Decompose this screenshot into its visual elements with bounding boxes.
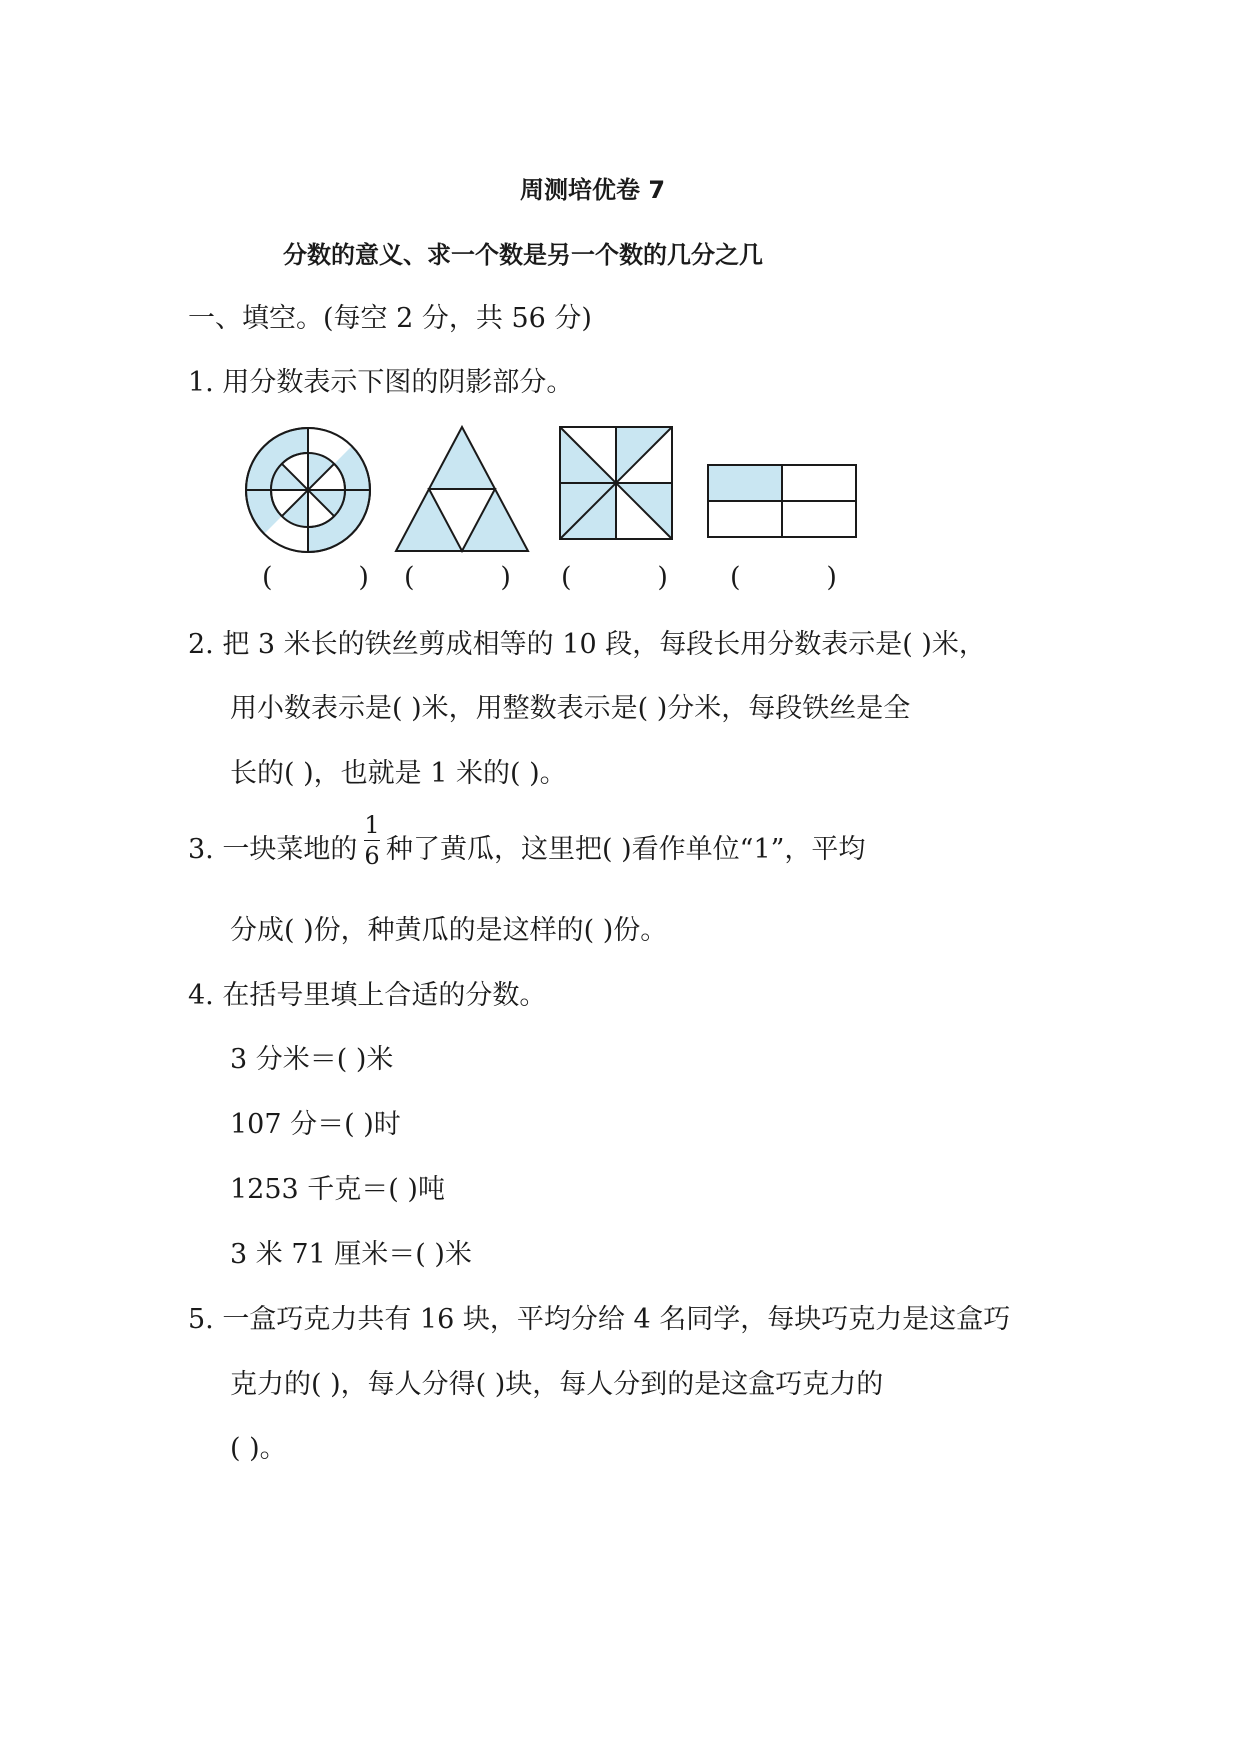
answer-blank-3[interactable]: ( ) [561, 562, 668, 593]
answer-blank-4[interactable]: ( ) [730, 562, 837, 593]
question-5-line-2: 克力的( )，每人分得( )块，每人分到的是这盒巧克力的 [230, 1369, 884, 1400]
page-subtitle: 分数的意义、求一个数是另一个数的几分之几 [283, 241, 763, 269]
answer-blank-1[interactable]: ( ) [262, 562, 369, 593]
fraction-denominator: 6 [364, 842, 380, 870]
square-figure [560, 427, 672, 539]
question-3-suffix: 种了黄瓜，这里把( )看作单位“1”，平均 [386, 834, 866, 865]
circle-figure [246, 428, 370, 552]
section-heading: 一、填空。(每空 2 分，共 56 分) [188, 303, 592, 334]
page-title: 周测培优卷 7 [520, 176, 666, 204]
conversion-item-3: 1253 千克＝( )吨 [230, 1174, 445, 1205]
question-2-line-3: 长的( )，也就是 1 米的( )。 [230, 758, 567, 789]
question-4: 4. 在括号里填上合适的分数。 [188, 980, 547, 1011]
shaded-figures [230, 425, 870, 555]
triangle-figure [396, 427, 528, 551]
fraction-one-sixth [364, 813, 380, 868]
question-2-line-1: 2. 把 3 米长的铁丝剪成相等的 10 段，每段长用分数表示是( )米， [188, 629, 986, 660]
question-3-prefix: 3. 一块菜地的 [188, 834, 358, 865]
question-5-line-1: 5. 一盒巧克力共有 16 块，平均分给 4 名同学，每块巧克力是这盒巧 [188, 1304, 1011, 1335]
question-1: 1. 用分数表示下图的阴影部分。 [188, 367, 574, 398]
rectangle-figure [708, 465, 856, 537]
question-2-line-2: 用小数表示是( )米，用整数表示是( )分米，每段铁丝是全 [230, 693, 911, 724]
conversion-item-4: 3 米 71 厘米＝( )米 [230, 1239, 472, 1270]
answer-blank-2[interactable]: ( ) [404, 562, 511, 593]
question-5-line-3: ( )。 [230, 1433, 287, 1464]
fraction-numerator: 1 [364, 811, 380, 839]
conversion-item-2: 107 分＝( )时 [230, 1109, 401, 1140]
question-3-line-2: 分成( )份，种黄瓜的是这样的( )份。 [230, 915, 668, 946]
conversion-item-1: 3 分米＝( )米 [230, 1044, 394, 1075]
